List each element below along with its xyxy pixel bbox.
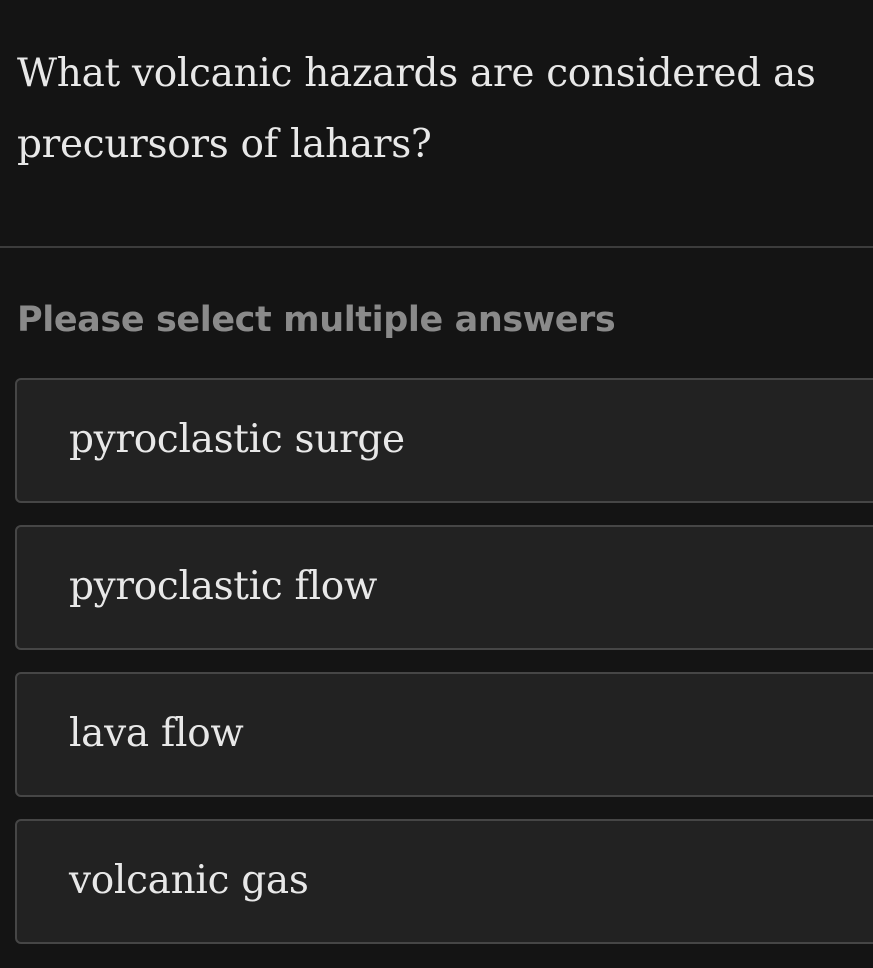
option-label: pyroclastic flow xyxy=(69,564,378,609)
divider xyxy=(0,246,873,248)
option-volcanic-gas[interactable] xyxy=(15,819,873,944)
option-label: pyroclastic surge xyxy=(69,417,405,462)
answer-options xyxy=(15,378,873,966)
question-text: What volcanic hazards are considered as precursors of lahars? xyxy=(17,51,816,167)
instruction-text: Please select multiple answers xyxy=(17,300,616,340)
option-pyroclastic-flow[interactable] xyxy=(15,525,873,650)
option-label: lava flow xyxy=(69,711,244,756)
option-label: volcanic gas xyxy=(69,858,309,903)
option-lava-flow[interactable] xyxy=(15,672,873,797)
option-pyroclastic-surge[interactable] xyxy=(15,378,873,503)
